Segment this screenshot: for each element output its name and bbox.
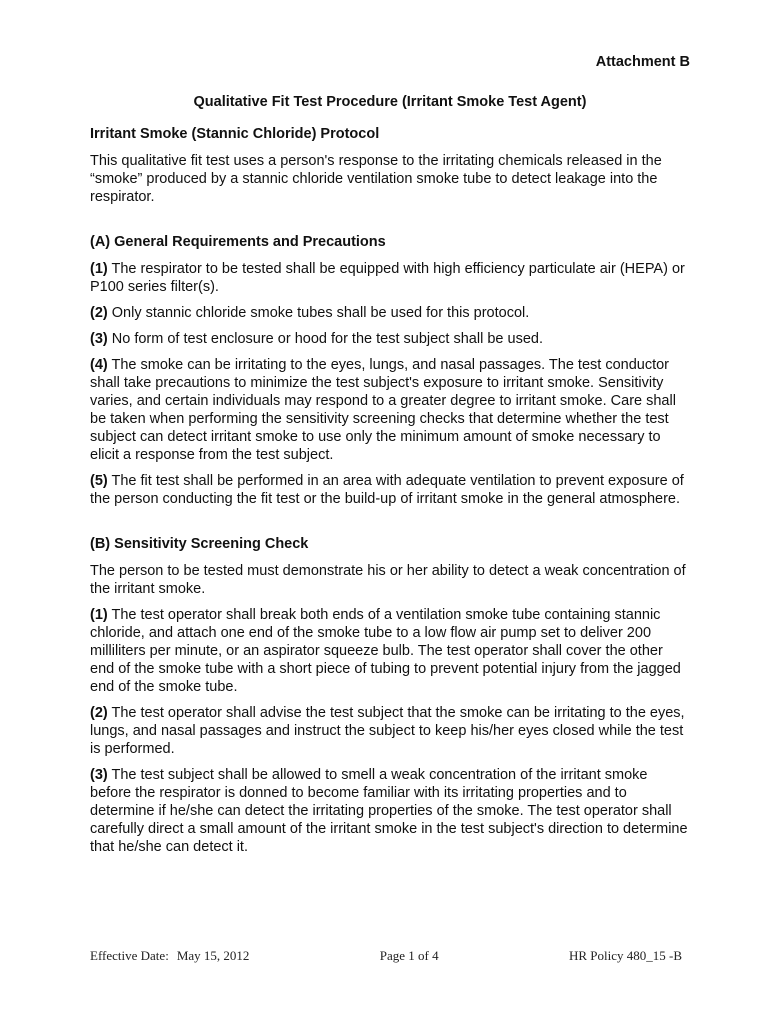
- section-b-intro: The person to be tested must demonstrate his or her ability to detect a weak concentration of the irritant smoke.: [90, 563, 686, 597]
- item-number: (2): [90, 705, 108, 721]
- item-text: The smoke can be irritating to the eyes, lungs, and nasal passages. The test conductor shall take precautions to minimize the test subject's exposure to irritant smoke. Sensitivity varies, and certain individuals may respond to a greater degree to irritant smoke. Care shall be taken when performing the sensitivity screening checks that determine whether the test subject can detect irritant smoke to use only the minimum amount of smoke necessary to elicit a response from the test subject.: [90, 357, 676, 463]
- item-text: The test subject shall be allowed to smell a weak concentration of the irritant smoke before the respirator is donned to become familiar with its irritating properties and to determine if he/she can detect the irritating properties of the smoke. The test operator shall carefully direct a small amount of the irritant smoke in the test subject's direction to determine that he/she can detect it.: [90, 767, 688, 855]
- document-page: [90, 52, 690, 864]
- attachment-label: Attachment B: [595, 54, 690, 70]
- item-number: (1): [90, 261, 108, 277]
- section-a-item-4: [90, 356, 690, 464]
- item-number: (3): [90, 331, 108, 347]
- item-number: (3): [90, 767, 108, 783]
- section-b-item-2: [90, 704, 690, 758]
- document-title: Qualitative Fit Test Procedure (Irritant Smoke Test Agent): [193, 94, 587, 110]
- item-number: (5): [90, 473, 108, 489]
- item-text: No form of test enclosure or hood for the test subject shall be used.: [111, 331, 543, 347]
- page-footer: [90, 948, 682, 964]
- item-number: (2): [90, 305, 108, 321]
- item-text: Only stannic chloride smoke tubes shall be used for this protocol.: [111, 305, 530, 321]
- item-number: (1): [90, 607, 108, 623]
- section-a-item-5: [90, 472, 690, 508]
- item-text: The test operator shall break both ends of a ventilation smoke tube containing stannic chloride, and attach one end of the smoke tube to a low flow air pump set to deliver 200 milliliters per minute, or an aspirator squeeze bulb. The test operator shall cover the other end of the smoke tube with a short piece of tubing to prevent potential injury from the jagged end of the smoke tube.: [90, 607, 681, 695]
- item-number: (4): [90, 357, 108, 373]
- effective-date: [90, 948, 249, 964]
- effective-date-label: Effective Date:: [90, 948, 169, 963]
- section-a-item-3: [90, 330, 690, 348]
- protocol-heading: Irritant Smoke (Stannic Chloride) Protocol: [90, 126, 380, 142]
- section-b-item-1: [90, 606, 690, 696]
- item-text: The test operator shall advise the test subject that the smoke can be irritating to the eyes, lungs, and nasal passages and instruct the subject to keep his/her eyes closed while the test is performed.: [90, 705, 685, 757]
- section-b-heading: (B) Sensitivity Screening Check: [90, 536, 309, 552]
- effective-date-value: May 15, 2012: [176, 948, 250, 963]
- section-a-item-2: [90, 304, 690, 322]
- section-a-heading: (A) General Requirements and Precautions: [90, 234, 386, 250]
- policy-number: HR Policy 480_15 -B: [568, 948, 682, 963]
- item-text: The fit test shall be performed in an area with adequate ventilation to prevent exposure of the person conducting the fit test or the build-up of irritant smoke in the general atmosphere.: [90, 473, 684, 507]
- intro-paragraph: This qualitative fit test uses a person's response to the irritating chemicals released in the “smoke” produced by a stannic chloride ventilation smoke tube to detect leakage into the respirator.: [90, 153, 662, 205]
- item-text: The respirator to be tested shall be equipped with high efficiency particulate air (HEPA) or P100 series filter(s).: [90, 261, 685, 295]
- section-b-item-3: [90, 766, 690, 856]
- page-number: Page 1 of 4: [379, 948, 439, 963]
- section-a-item-1: [90, 260, 690, 296]
